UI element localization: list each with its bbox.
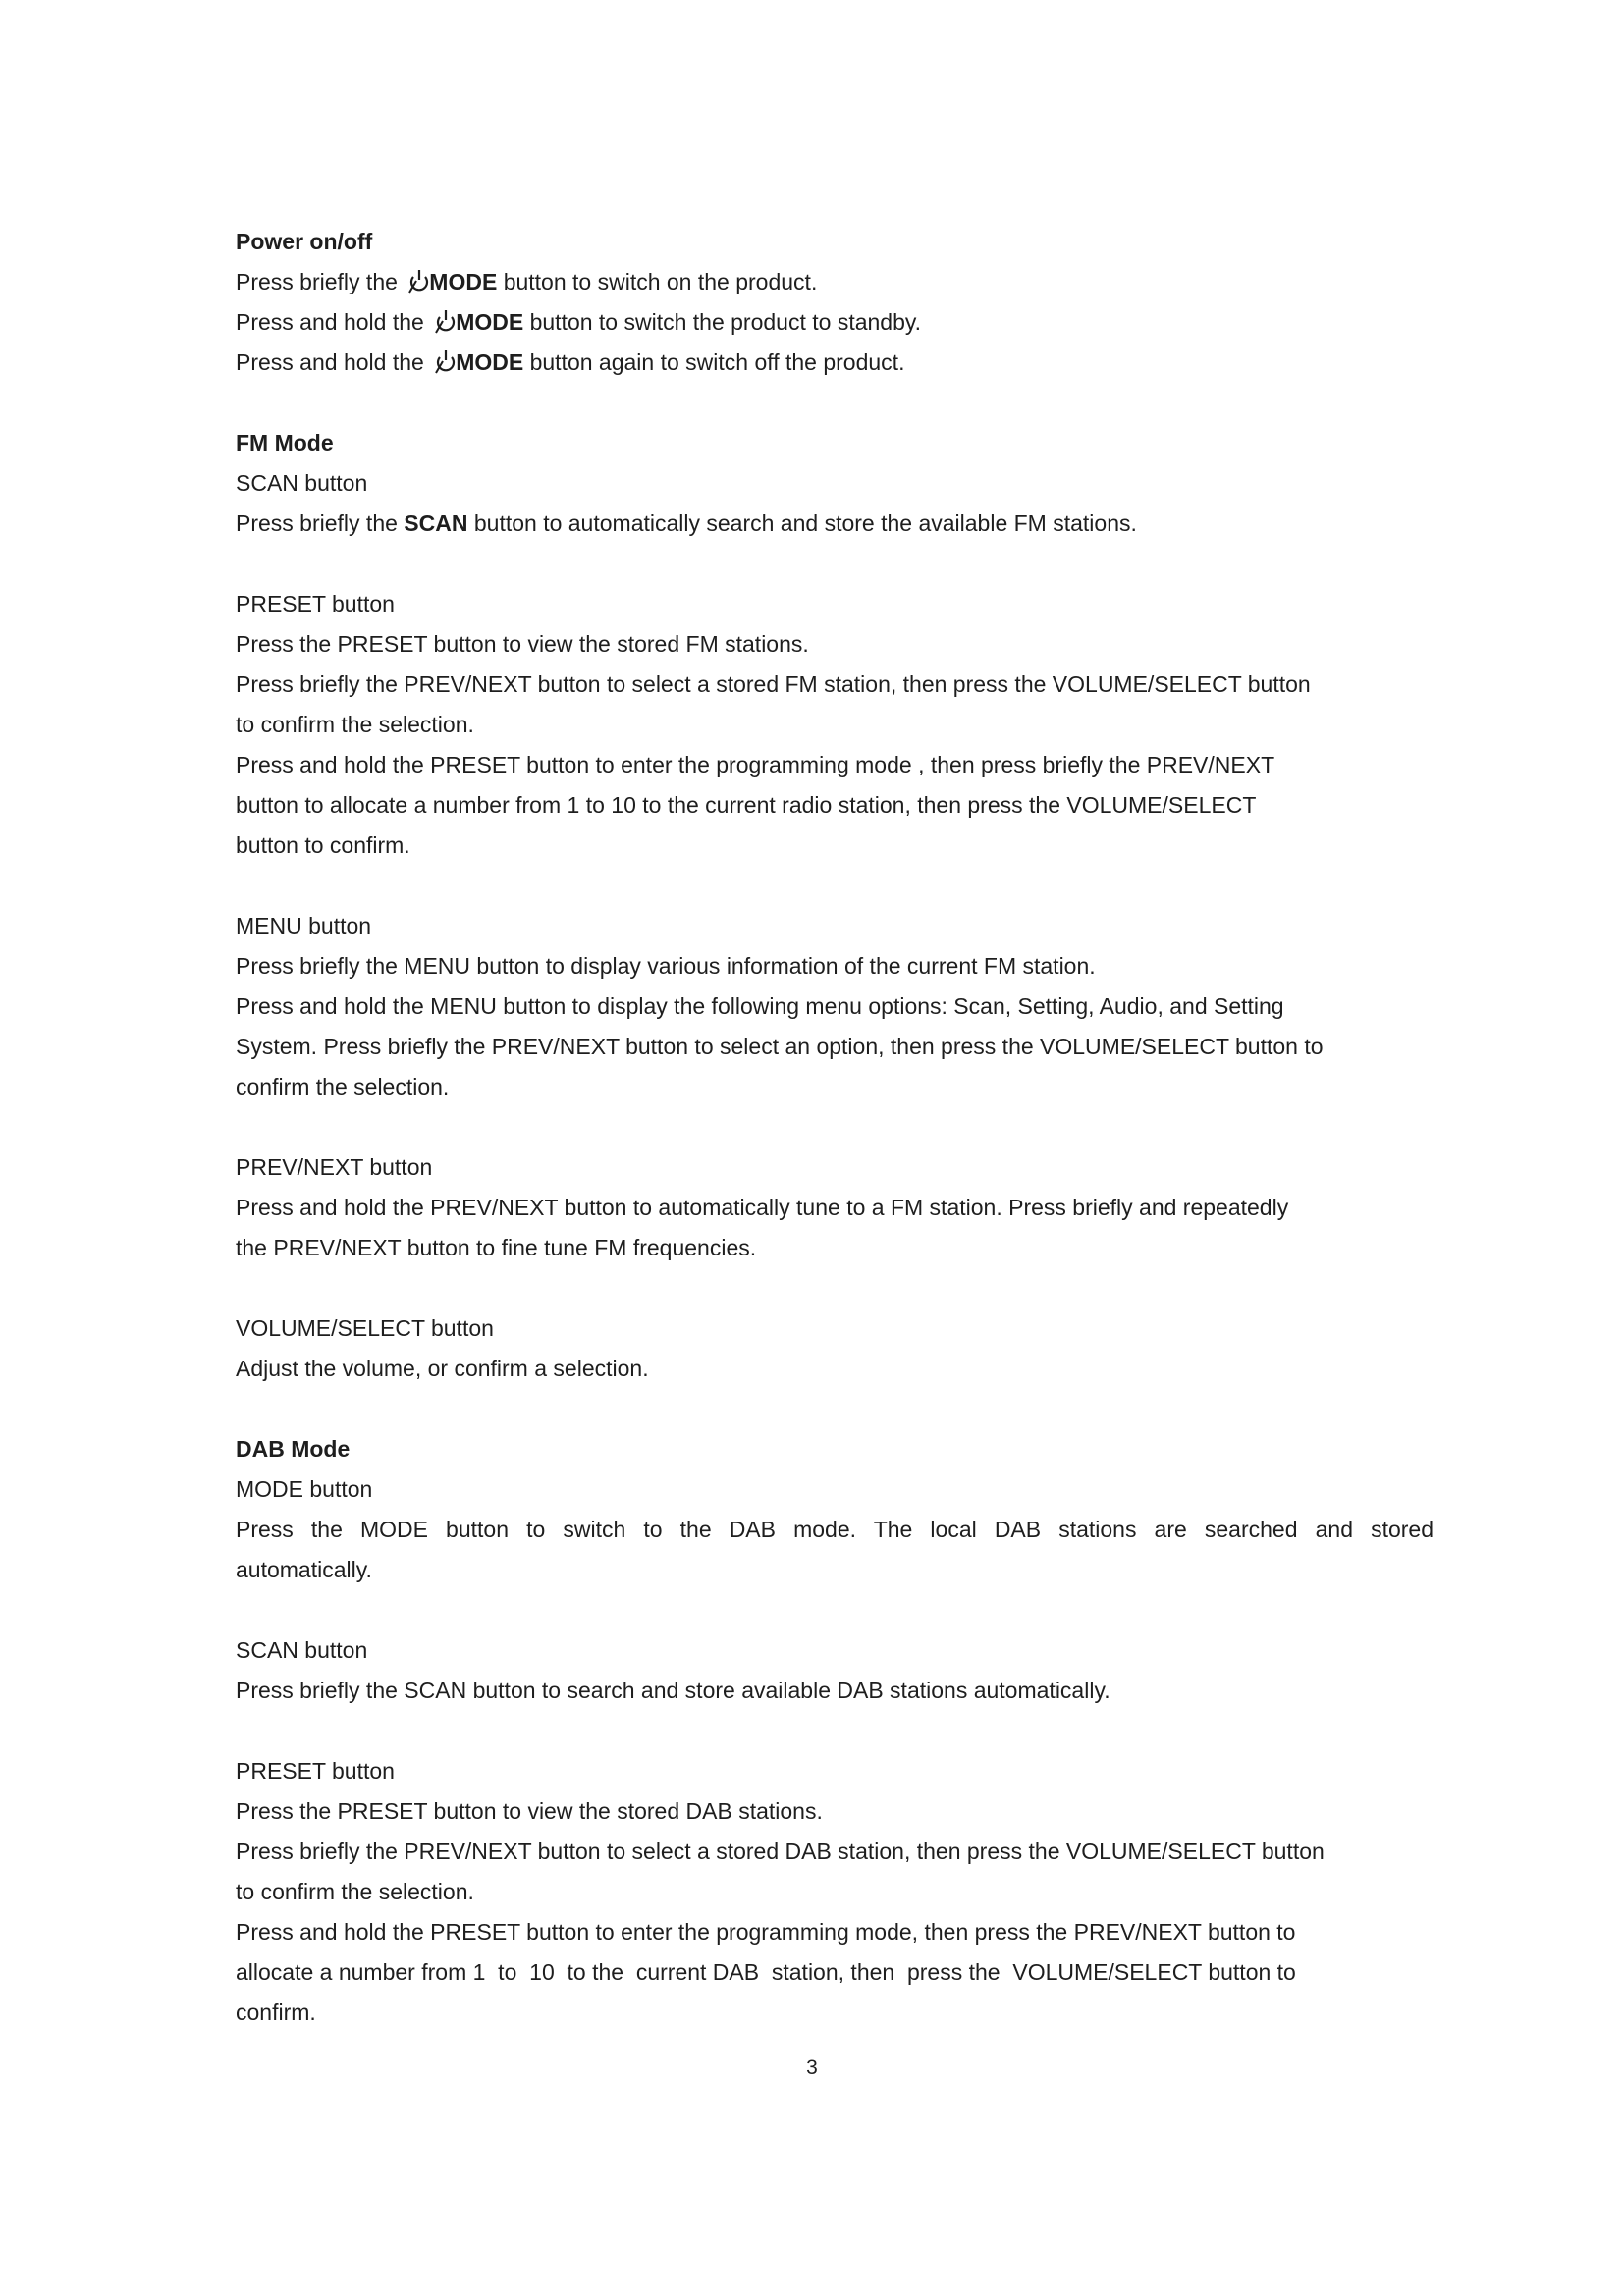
fm-scan-title: SCAN button — [236, 470, 368, 496]
fm-preset-line-2: Press briefly the PREV/NEXT button to select a stored FM station, then press the VOLUME/SELECT button — [236, 671, 1311, 697]
fm-preset-line-5: button to allocate a number from 1 to 10 to the current radio station, then press the VOLUME/SELECT — [236, 792, 1257, 818]
power-line-3 — [236, 343, 1434, 383]
dab-preset-title: PRESET button — [236, 1758, 395, 1784]
fm-preset-line-4: Press and hold the PRESET button to enter the programming mode , then press briefly the PREV/NEXT — [236, 752, 1275, 777]
power-line-2-before: Press and hold the — [236, 309, 424, 335]
fm-prevnext-line-2: the PREV/NEXT button to fine tune FM frequencies. — [236, 1235, 757, 1260]
power-icon — [407, 268, 431, 294]
power-icon — [434, 348, 458, 374]
fm-scan-before: Press briefly the — [236, 510, 398, 536]
dab-preset-line-4: Press and hold the PRESET button to enter the programming mode, then press the PREV/NEXT button to — [236, 1919, 1296, 1945]
power-heading: Power on/off — [236, 229, 373, 254]
dab-mode-line-2: automatically. — [236, 1557, 372, 1582]
fm-menu-line-2: Press and hold the MENU button to display the following menu options: Scan, Setting, Audio, and Setting — [236, 993, 1284, 1019]
fm-preset-line-3: to confirm the selection. — [236, 712, 474, 737]
fm-menu-line-4: confirm the selection. — [236, 1074, 450, 1099]
fm-scan-bold: SCAN — [404, 510, 468, 536]
mode-label: MODE — [429, 269, 498, 294]
power-line-2 — [236, 302, 1434, 343]
fm-volume-line-1: Adjust the volume, or confirm a selection. — [236, 1356, 649, 1381]
fm-preset-line-1: Press the PRESET button to view the stored FM stations. — [236, 631, 809, 657]
mode-label: MODE — [456, 349, 524, 375]
fm-prevnext-title: PREV/NEXT button — [236, 1154, 433, 1180]
page-number: 3 — [806, 2056, 818, 2079]
dab-preset-line-3: to confirm the selection. — [236, 1879, 474, 1904]
fm-scan-after: button to automatically search and store the available FM stations. — [473, 510, 1137, 536]
power-line-2-after: button to switch the product to standby. — [529, 309, 922, 335]
fm-heading: FM Mode — [236, 430, 334, 455]
dab-preset-line-2: Press briefly the PREV/NEXT button to select a stored DAB station, then press the VOLUME/SELECT button — [236, 1839, 1325, 1864]
dab-preset-line-6: confirm. — [236, 2000, 316, 2025]
power-icon — [434, 308, 458, 334]
fm-preset-title: PRESET button — [236, 591, 395, 616]
dab-scan-title: SCAN button — [236, 1637, 368, 1663]
document-page — [236, 222, 1434, 2033]
fm-menu-line-1: Press briefly the MENU button to display various information of the current FM station. — [236, 953, 1096, 979]
dab-mode-title: MODE button — [236, 1476, 373, 1502]
dab-scan-line-1: Press briefly the SCAN button to search and store available DAB stations automatically. — [236, 1678, 1110, 1703]
dab-preset-line-5: allocate a number from 1 to 10 to the current DAB station, then press the VOLUME/SELECT button to — [236, 1959, 1296, 1985]
fm-menu-title: MENU button — [236, 913, 372, 938]
dab-preset-line-1: Press the PRESET button to view the stored DAB stations. — [236, 1798, 823, 1824]
fm-scan-line — [236, 504, 1434, 544]
power-line-1-after: button to switch on the product. — [503, 269, 818, 294]
fm-prevnext-line-1: Press and hold the PREV/NEXT button to automatically tune to a FM station. Press briefly and repeatedly — [236, 1195, 1289, 1220]
power-line-3-after: button again to switch off the product. — [529, 349, 905, 375]
fm-preset-line-6: button to confirm. — [236, 832, 410, 858]
dab-heading: DAB Mode — [236, 1436, 351, 1462]
power-line-1-before: Press briefly the — [236, 269, 398, 294]
power-line-1 — [236, 262, 1434, 302]
mode-label: MODE — [456, 309, 524, 335]
dab-mode-line-1: Press the MODE button to switch to the DAB mode. The local DAB stations are searched and stored — [236, 1517, 1434, 1542]
fm-volume-title: VOLUME/SELECT button — [236, 1315, 494, 1341]
fm-menu-line-3: System. Press briefly the PREV/NEXT button to select an option, then press the VOLUME/SELECT button to — [236, 1034, 1324, 1059]
power-line-3-before: Press and hold the — [236, 349, 424, 375]
